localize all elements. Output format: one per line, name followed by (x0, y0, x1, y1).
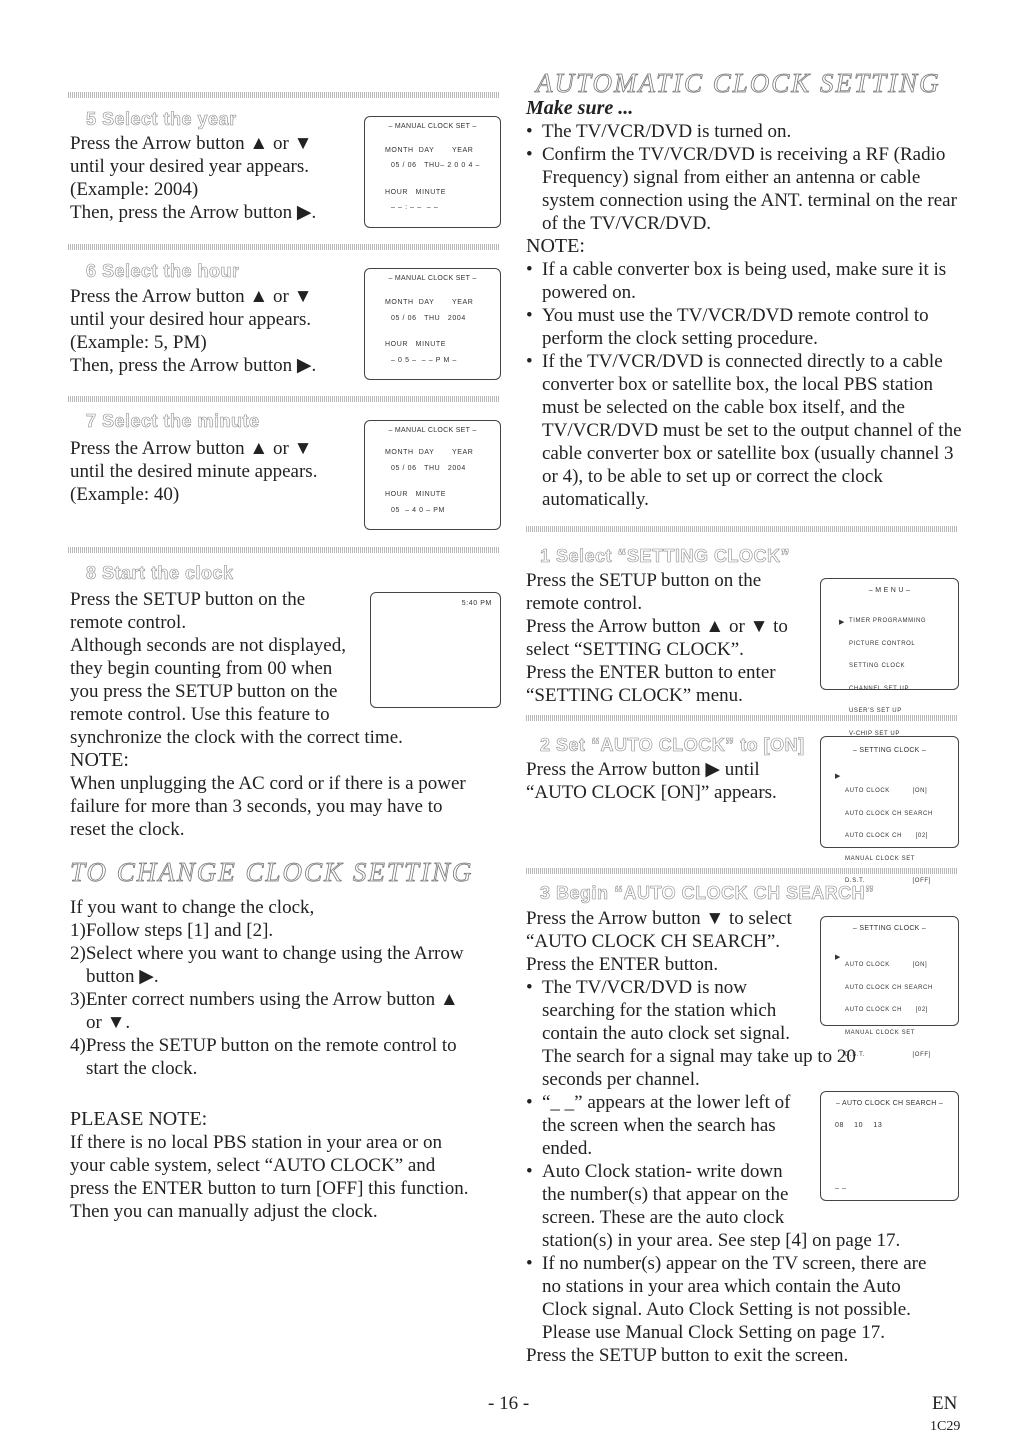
language-label: EN (932, 1393, 958, 1414)
step2-heading: 2 Set “AUTO CLOCK” to [ON] (540, 735, 805, 755)
menu-list: TIMER PROGRAMMING PICTURE CONTROL SETTING CLOCK CHANNEL SET UP USER'S SET UP V-CHIP SET UP (849, 618, 927, 737)
doc-code: 1C29 (930, 1419, 961, 1434)
separator (526, 526, 958, 532)
step5-heading: 5 Select the year (86, 109, 237, 129)
please-note-heading: PLEASE NOTE: (70, 1108, 208, 1130)
separator (526, 868, 958, 874)
step3-text: Press the Arrow button ▼ to select “AUTO CLOCK CH SEARCH”. Press the ENTER button. • The TV/VCR/DVD is now searching for the station which contain the auto clock set signal. The search for a signal may take up to 20 seconds per channel. • “_ _” appears at the lower left of the screen when the search has ended. • Auto Clock station- write down the number(s) that appear on the screen. These are the auto clock station(s) in your area. See step [4] on page 17. • If no number(s) appear on the TV screen, there are no stations in your area which contain the Auto Clock signal. Auto Clock Setting is not possible. Please use Manual Clock Setting on page 17. Press the SETUP button to exit the screen. (526, 907, 966, 1367)
separator (68, 244, 500, 250)
step6-screen: – MANUAL CLOCK SET – MONTH DAY YEAR 05 / 06 THU 2004 HOUR MINUTE – 0 5 – – – P M – (364, 268, 501, 380)
make-sure-heading: Make sure ... (526, 97, 634, 119)
step2-text: Press the Arrow button ▶ until “AUTO CLOCK [ON]” appears. (526, 759, 777, 803)
step1-heading: 1 Select “SETTING CLOCK” (540, 546, 791, 566)
search-ended-mark: _ _ (835, 1182, 847, 1189)
step7-heading: 7 Select the minute (86, 411, 260, 431)
setting-clock-screen: – SETTING CLOCK – AUTO CLOCK [ON] AUTO CLOCK CH SEARCH AUTO CLOCK CH [02] MANUAL CLOCK SET D.S.T. [OFF] ▶ (820, 736, 959, 848)
note-heading: NOTE: (70, 749, 129, 771)
setting-list: AUTO CLOCK [ON] AUTO CLOCK CH SEARCH AUTO CLOCK CH [02] MANUAL CLOCK SET D.S.T. [OFF] (845, 788, 933, 884)
cursor-icon: ▶ (835, 773, 841, 780)
step8-text: Press the SETUP button on the remote control. Although seconds are not displayed, they begin counting from 00 when you press the SETUP button on the remote control. Use this feature to synchronize the clock with the correct time. NOTE: When unplugging the AC cord or if there is a power failure for more than 3 seconds, you may have to reset the clock. (70, 588, 510, 841)
step3-heading: 3 Begin “AUTO CLOCK CH SEARCH” (540, 883, 875, 903)
step5-text: Press the Arrow button ▲ or ▼ until your desired year appears. (Example: 2004) Then, press the Arrow button ▶. (70, 133, 317, 223)
step6-text: Press the Arrow button ▲ or ▼ until your desired hour appears. (Example: 5, PM) Then, press the Arrow button ▶. (70, 286, 317, 376)
please-note: PLEASE NOTE: If there is no local PBS station in your area or on your cable system, select “AUTO CLOCK” and press the ENTER button to turn [OFF] this function. Then you can manually adjust the clock. (70, 1108, 510, 1223)
step7-text: Press the Arrow button ▲ or ▼ until the desired minute appears. (Example: 40) (70, 438, 318, 505)
menu-screen: – M E N U – TIMER PROGRAMMING PICTURE CONTROL SETTING CLOCK CHANNEL SET UP USER'S SET UP V-CHIP SET UP ▶ (820, 578, 959, 690)
step5-screen: – MANUAL CLOCK SET – MONTH DAY YEAR 05 / 06 THU– 2 0 0 4 – HOUR MINUTE – – : – – – – (364, 116, 501, 228)
make-sure: Make sure ... • The TV/VCR/DVD is turned on. • Confirm the TV/VCR/DVD is receiving a RF (Radio Frequency) signal from either an antenna or cable system connection using the ANT. terminal on the rear of the TV/VCR/DVD. NOTE: • If a cable converter box is being used, make sure it is powered on. • You must use the TV/VCR/DVD remote control to perform the clock setting procedure. • If the TV/VCR/DVD is connected directly to a cable converter box or satellite box, the local PBS station must be selected on the cable box itself, and the TV/VCR/DVD must be set to the output channel of the cable converter box or satellite box (usually channel 3 or 4), to be able to set up or correct the clock automatically. (526, 97, 966, 511)
note-heading: NOTE: (526, 235, 585, 257)
page-number: - 16 - (488, 1393, 530, 1414)
step6-heading: 6 Select the hour (86, 261, 240, 281)
separator (68, 396, 500, 402)
clock-time: 5:40 PM (461, 600, 492, 607)
search-result-screen: – AUTO CLOCK CH SEARCH – 08 10 13 _ _ (820, 1091, 959, 1201)
cursor-icon: ▶ (835, 954, 841, 961)
step1-text: Press the SETUP button on the remote control. Press the Arrow button ▲ or ▼ to select “SETTING CLOCK”. Press the ENTER button to enter “SETTING CLOCK” menu. (526, 570, 788, 706)
change-title: TO CHANGE CLOCK SETTING (70, 857, 474, 887)
step8-screen (370, 592, 501, 708)
step7-screen: – MANUAL CLOCK SET – MONTH DAY YEAR 05 / 06 THU 2004 HOUR MINUTE 05 – 4 0 – PM (364, 420, 501, 530)
separator (526, 715, 958, 721)
step8-heading: 8 Start the clock (86, 563, 234, 583)
cursor-icon: ▶ (839, 619, 845, 626)
ch-search-screen: – SETTING CLOCK – AUTO CLOCK [ON] AUTO CLOCK CH SEARCH AUTO CLOCK CH [02] MANUAL CLOCK SET D.S.T. [OFF] ▶ (820, 916, 959, 1026)
separator (68, 92, 500, 98)
setting-list: AUTO CLOCK [ON] AUTO CLOCK CH SEARCH AUTO CLOCK CH [02] MANUAL CLOCK SET D.S.T. [OFF] (845, 962, 933, 1058)
separator (68, 547, 500, 553)
station-numbers: 08 10 13 (835, 1122, 883, 1129)
change-text: If you want to change the clock, 1)Follow steps [1] and [2]. 2)Select where you want to change using the Arrow button ▶. 3)Enter correct numbers using the Arrow button ▲ or ▼. 4)Press the SETUP button on the remote control to start the clock. (70, 897, 464, 1079)
auto-clock-title: AUTOMATIC CLOCK SETTING (536, 68, 941, 98)
